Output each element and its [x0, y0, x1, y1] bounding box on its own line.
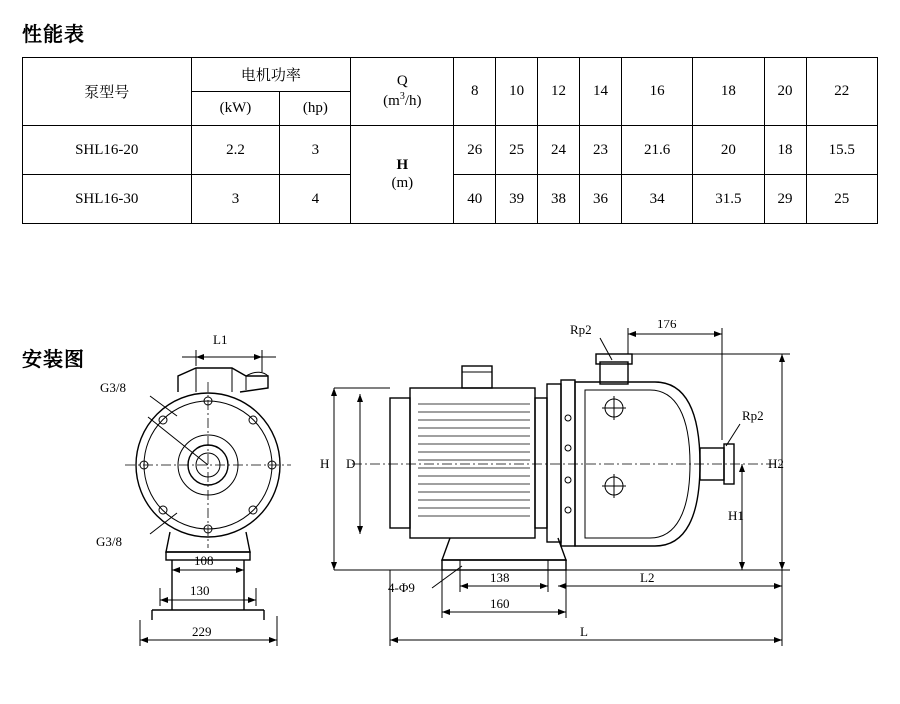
header-kw: (kW) [191, 92, 280, 126]
cell-head-0-3: 23 [580, 126, 622, 175]
table-header-row-1 [23, 58, 878, 92]
label-h: H [320, 456, 330, 471]
cell-head-1-0: 40 [454, 175, 496, 224]
cell-head-1-7: 25 [806, 175, 878, 224]
cell-model-1: SHL16-30 [23, 175, 192, 224]
header-model: 泵型号 [23, 58, 192, 126]
label-4phi9: 4-Φ9 [388, 580, 415, 595]
performance-table [22, 57, 878, 224]
cell-head-1-2: 38 [538, 175, 580, 224]
label-g38-bottom: G3/8 [96, 534, 122, 549]
label-108: 108 [194, 553, 214, 568]
label-rp2-top: Rp2 [570, 322, 592, 337]
header-flow-3: 14 [580, 58, 622, 126]
cell-hp-0: 3 [280, 126, 351, 175]
front-view [96, 332, 291, 646]
label-g38-top: G3/8 [100, 380, 126, 395]
label-160: 160 [490, 596, 510, 611]
cell-head-0-6: 18 [764, 126, 806, 175]
installation-drawing-title: 安装图 [22, 349, 85, 371]
cell-kw-1: 3 [191, 175, 280, 224]
header-flow-2: 12 [538, 58, 580, 126]
cell-head-0-5: 20 [693, 126, 764, 175]
label-h2: H2 [768, 456, 784, 471]
label-l: L [580, 624, 588, 639]
cell-head-0-1: 25 [496, 126, 538, 175]
cell-head-1-5: 31.5 [693, 175, 764, 224]
header-flow-4: 16 [621, 58, 692, 126]
label-176: 176 [657, 320, 677, 331]
cell-head-0-7: 15.5 [806, 126, 878, 175]
side-view [320, 320, 790, 646]
cell-head-1-1: 39 [496, 175, 538, 224]
label-rp2-right: Rp2 [742, 408, 764, 423]
header-flow-0: 8 [454, 58, 496, 126]
label-h1: H1 [728, 508, 744, 523]
header-flow-6: 20 [764, 58, 806, 126]
header-flow-5: 18 [693, 58, 764, 126]
table-row [23, 126, 878, 175]
installation-drawing [0, 320, 900, 704]
header-flow-1: 10 [496, 58, 538, 126]
label-229: 229 [192, 624, 212, 639]
header-h-symbol: H [396, 157, 409, 174]
header-hp: (hp) [280, 92, 351, 126]
cell-head-1-4: 34 [621, 175, 692, 224]
label-l2: L2 [640, 570, 655, 585]
label-138: 138 [490, 570, 510, 585]
cell-head-1-3: 36 [580, 175, 622, 224]
header-q-unit: $(m^3/h)$ [383, 90, 422, 109]
cell-head-0-0: 26 [454, 126, 496, 175]
label-d: D [346, 456, 356, 471]
cell-head-1-6: 29 [764, 175, 806, 224]
header-q-symbol: Q [396, 73, 408, 90]
cell-kw-0: 2.2 [191, 126, 280, 175]
cell-model-0: SHL16-20 [23, 126, 192, 175]
performance-table-title: 性能表 [22, 24, 85, 46]
cell-head-0-2: 24 [538, 126, 580, 175]
header-h-unit: (m) [391, 174, 414, 191]
header-head-h [351, 126, 454, 224]
header-motor-power: 电机功率 [191, 58, 351, 92]
header-flow-q [351, 58, 454, 126]
cell-head-0-4: 21.6 [621, 126, 692, 175]
cell-hp-1: 4 [280, 175, 351, 224]
label-130: 130 [190, 583, 210, 598]
header-flow-7: 22 [806, 58, 878, 126]
label-l1: L1 [213, 332, 228, 347]
